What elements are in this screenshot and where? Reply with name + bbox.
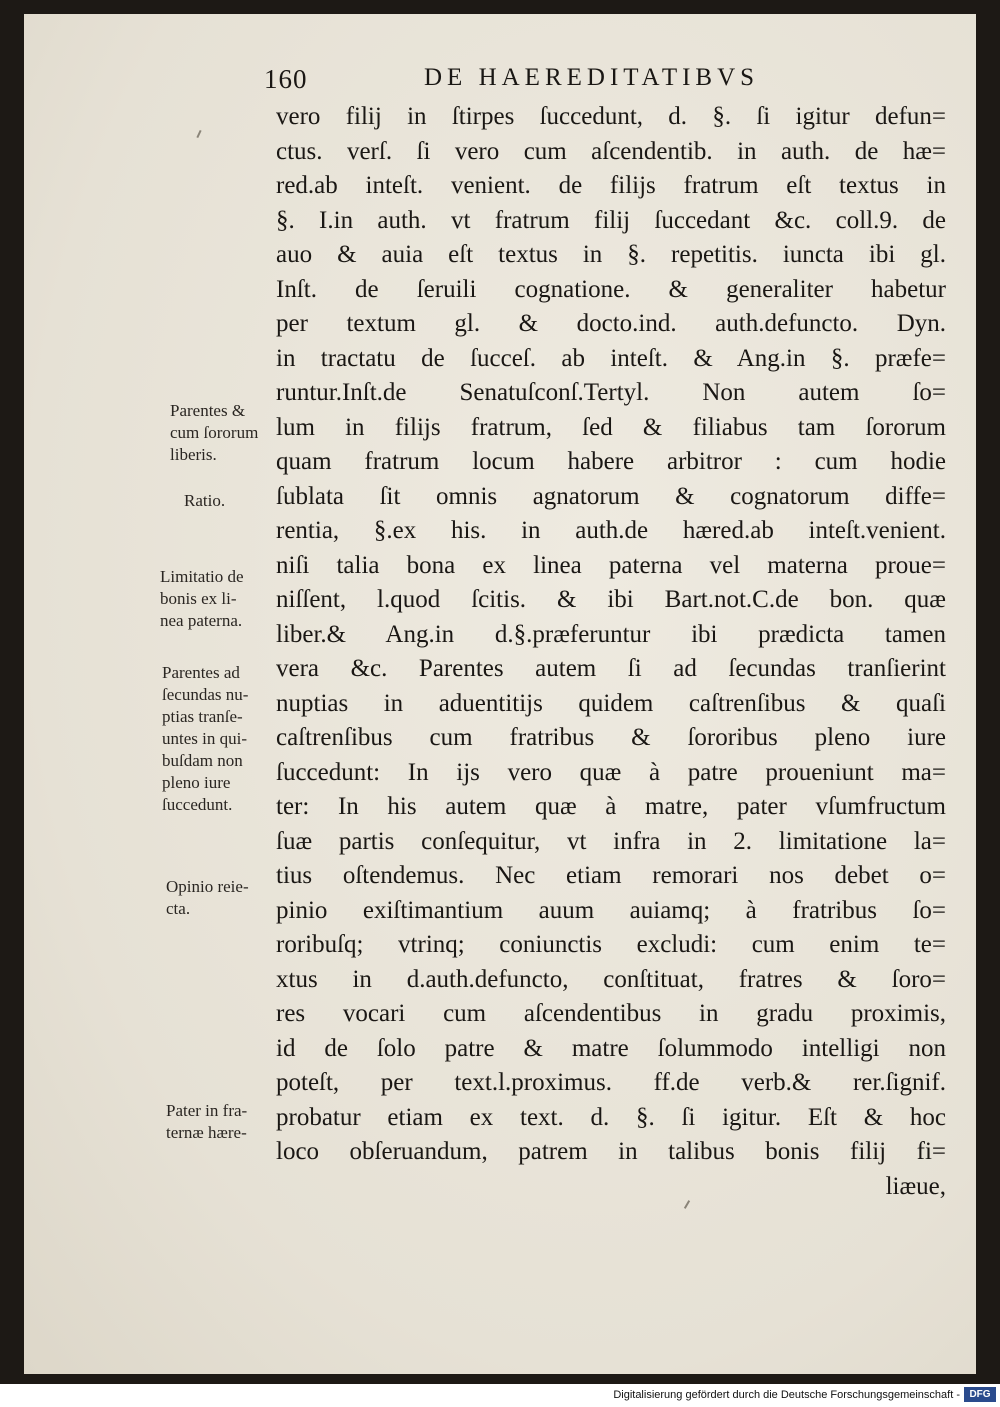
text-line: in tractatu de ſucceſ. ab inteſt. & Ang.in §. præfe=	[276, 344, 946, 372]
text-line: poteſt, per text.l.proximus. ff.de verb.& rer.ſignif.	[276, 1069, 946, 1096]
running-title: DE HAEREDITATIBVS	[424, 64, 760, 91]
text-line: runtur.Inſt.de Senatuſconſ.Tertyl. Non autem ſo=	[276, 379, 946, 406]
text-line: niſi talia bona ex linea paterna vel materna proue=	[276, 551, 946, 579]
catchword-line: liæue,	[885, 1172, 946, 1200]
text-line: ſublata ſit omnis agnatorum & cognatorum diffe=	[276, 482, 946, 510]
footer-bar	[0, 1384, 1000, 1407]
text-line: lum in filijs fratrum, ſed & filiabus tam ſororum	[276, 413, 946, 441]
text-line: nuptias in aduentitijs quidem caſtrenſibus & quaſi	[276, 689, 946, 717]
marginal-note: Opinio reie- cta.	[166, 877, 249, 918]
digitization-credit: Digitalisierung gefördert durch die Deutsche Forschungsgemeinschaft -	[613, 1389, 960, 1401]
text-line: niſſent, l.quod ſcitis. & ibi Bart.not.C.de bon. quæ	[276, 586, 946, 613]
marginal-note: Parentes & cum ſororum liberis.	[170, 401, 259, 464]
text-line: red.ab inteſt. venient. de filijs fratrum eſt textus in	[276, 172, 946, 199]
text-line: pinio exiſtimantium auum auiamq; à fratribus ſo=	[276, 896, 946, 924]
text-line: vero filij in ſtirpes ſuccedunt, d. §. ſi igitur defun=	[276, 103, 946, 130]
text-line: ſuæ partis conſequitur, vt infra in 2. limitatione la=	[276, 827, 946, 855]
text-line: per textum gl. & docto.ind. auth.defuncto. Dyn.	[276, 310, 946, 337]
text-line: liber.& Ang.in d.§.præferuntur ibi prædicta tamen	[276, 620, 946, 648]
dfg-logo: DFG	[964, 1387, 996, 1402]
text-line: probatur etiam ex text. d. §. ſi igitur. Eſt & hoc	[276, 1103, 946, 1131]
text-line: rentia, §.ex his. in auth.de hæred.ab inteſt.venient.	[276, 517, 946, 544]
text-line: caſtrenſibus cum fratribus & ſororibus pleno iure	[276, 724, 946, 751]
text-line: tius oſtendemus. Nec etiam remorari nos debet o=	[276, 862, 946, 889]
marginal-note: Parentes ad ſecundas nu- ptias tranſe- untes in qui- buſdam non pleno iure ſuccedunt.	[162, 663, 249, 814]
text-line: roribuſq; vtrinq; coniunctis excludi: cum enim te=	[276, 931, 946, 958]
marginal-note: Pater in fra- ternæ hære-	[166, 1101, 248, 1142]
marginal-note: Limitatio de bonis ex li- nea paterna.	[160, 567, 244, 630]
page-header	[264, 64, 884, 104]
text-line: vera &c. Parentes autem ſi ad ſecundas tranſierint	[276, 655, 946, 682]
text-line: auo & auia eſt textus in §. repetitis. iuncta ibi gl.	[276, 241, 946, 268]
text-line: ctus. verſ. ſi vero cum aſcendentib. in auth. de hæ=	[276, 137, 946, 165]
page-number: 160	[264, 64, 308, 94]
text-line: ter: In his autem quæ à matre, pater vſumfructum	[276, 793, 946, 820]
text-line: xtus in d.auth.defuncto, conſtituat, fratres & ſoro=	[276, 965, 946, 993]
marginal-note: Ratio.	[184, 491, 226, 510]
main-text-block	[276, 100, 946, 1204]
text-line: §. I.in auth. vt fratrum filij ſuccedant &c. coll.9. de	[276, 206, 946, 234]
text-line: Inſt. de ſeruili cognatione. & generaliter habetur	[276, 275, 946, 303]
text-line: quam fratrum locum habere arbitror : cum hodie	[276, 448, 946, 475]
text-line: loco obſeruandum, patrem in talibus bonis filij fi=	[276, 1138, 946, 1165]
text-line: ſuccedunt: In ijs vero quæ à patre proueniunt ma=	[276, 758, 946, 786]
text-line: id de ſolo patre & matre ſolummodo intelligi non	[276, 1034, 946, 1062]
text-line: res vocari cum aſcendentibus in gradu proximis,	[276, 1000, 946, 1027]
